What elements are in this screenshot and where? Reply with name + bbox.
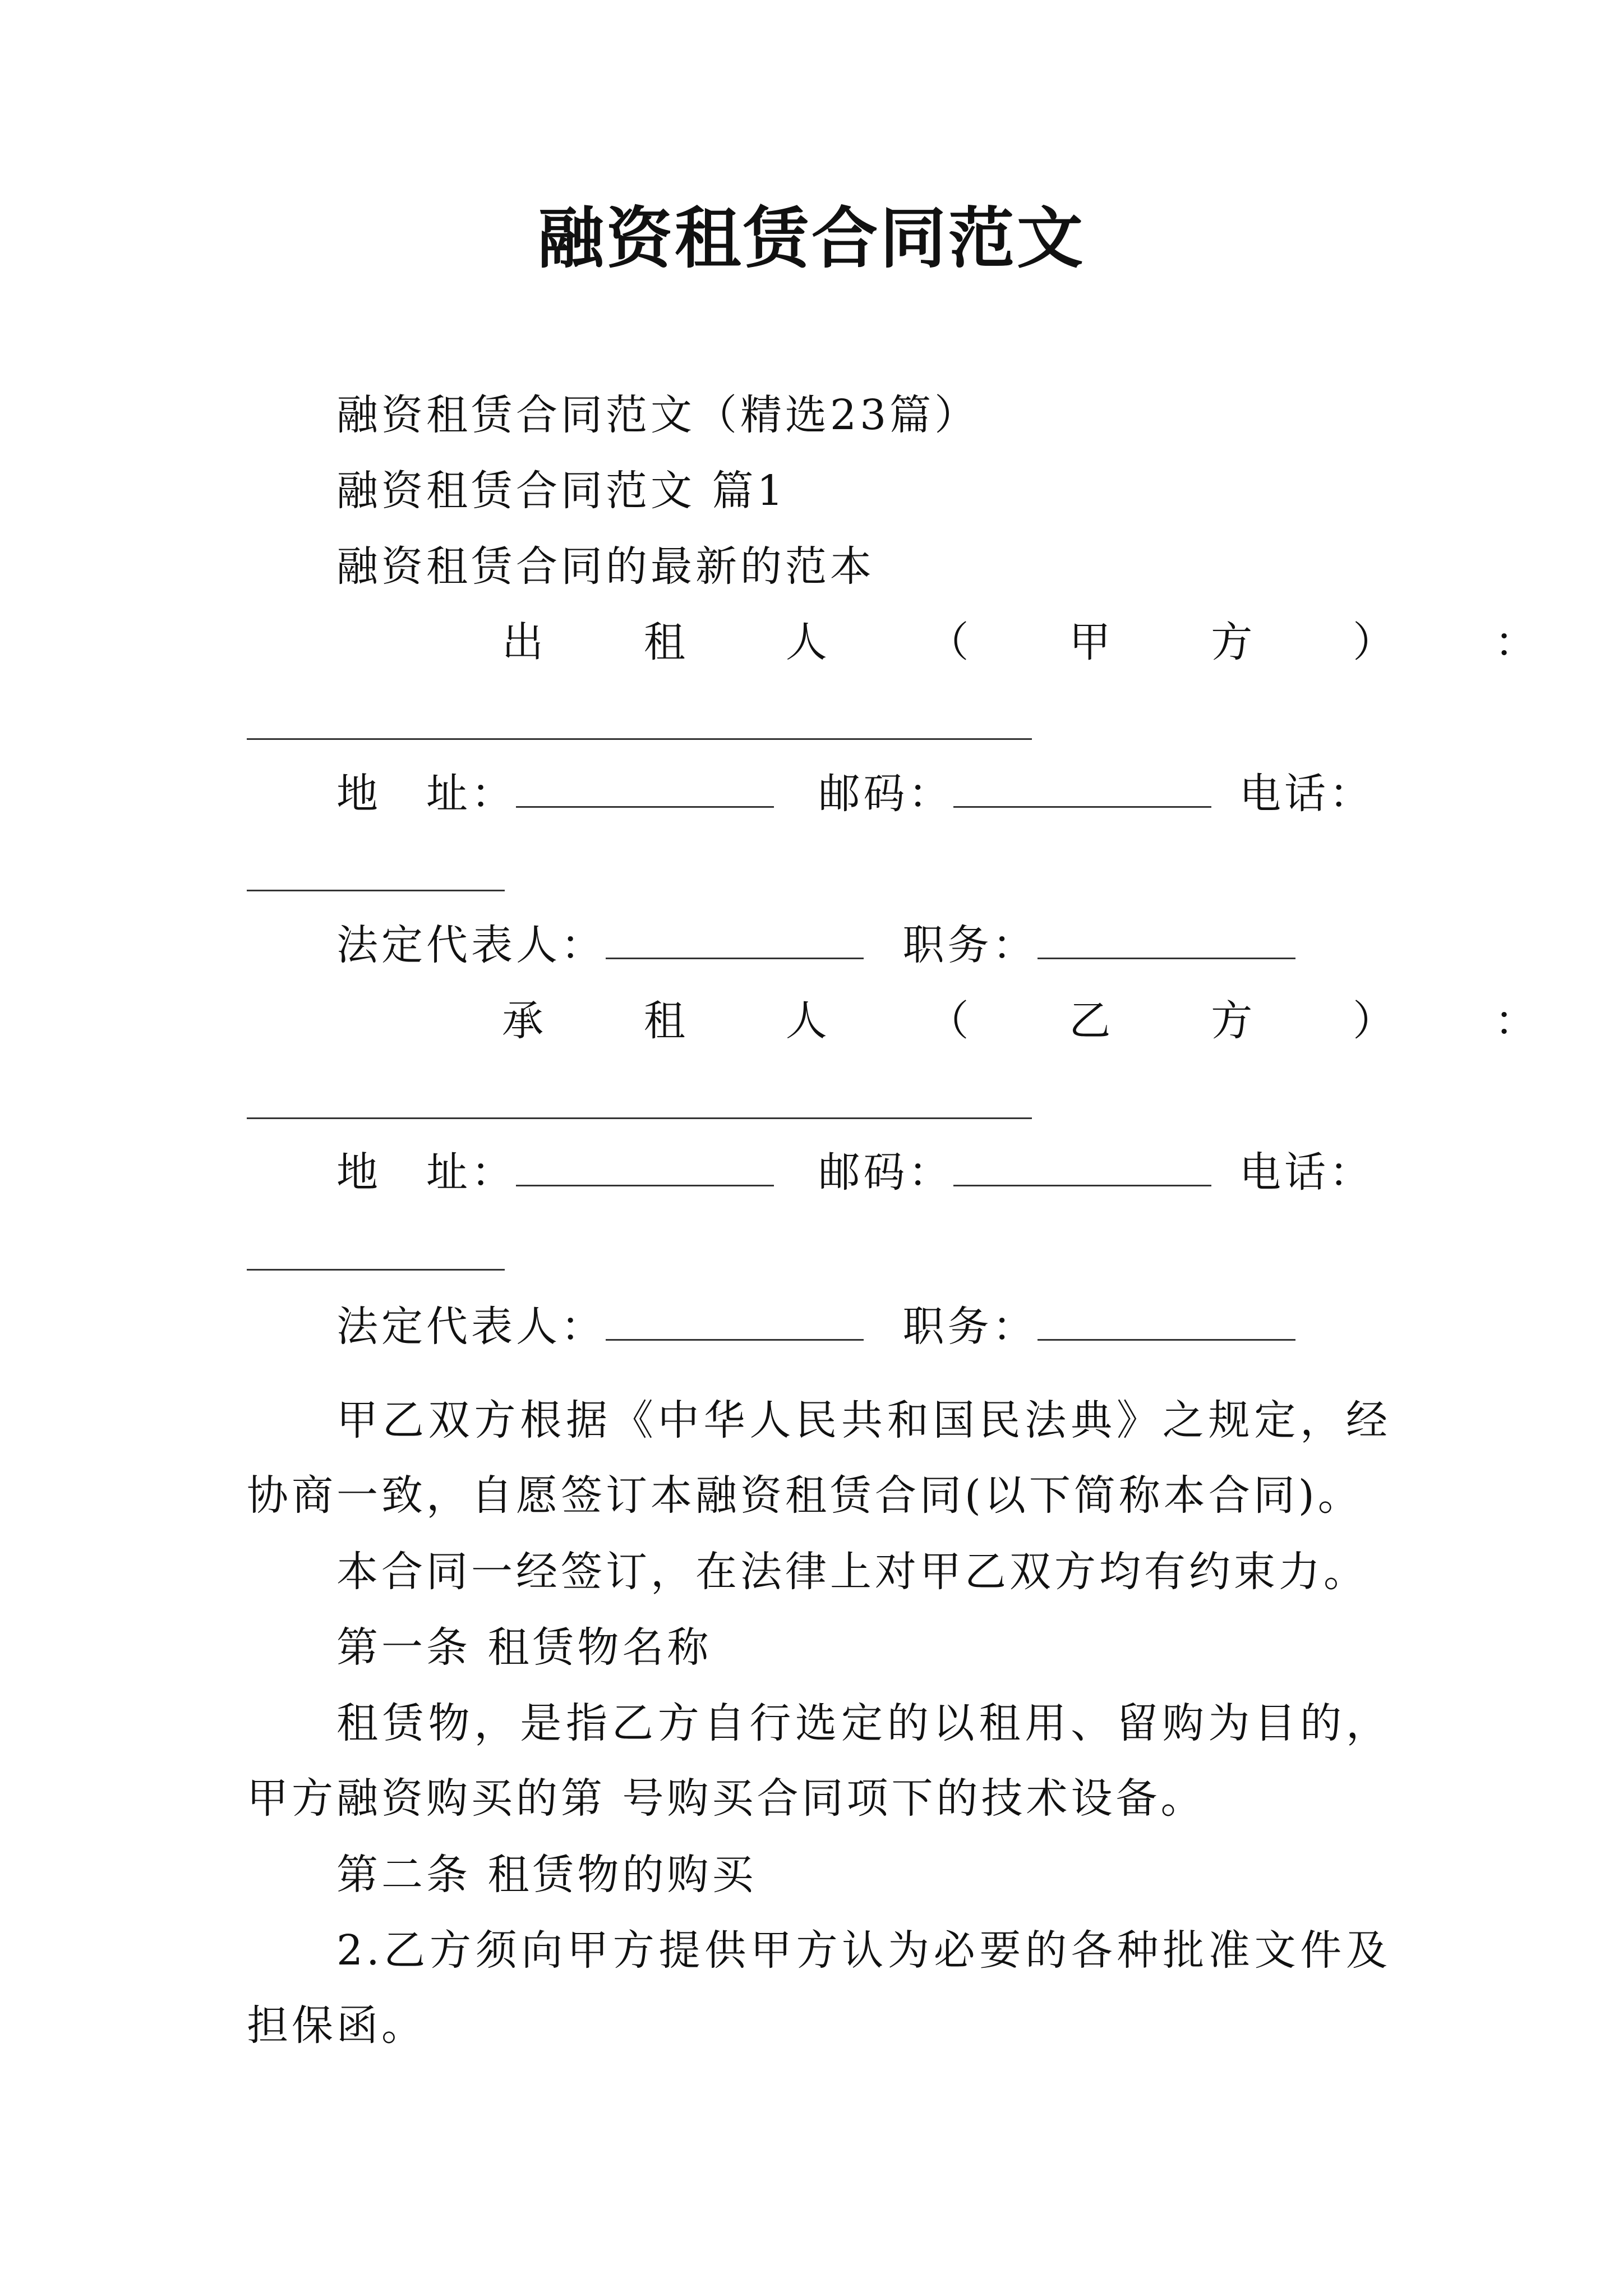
party-a-label (502, 614, 1539, 670)
postcode-label: 邮码： (818, 770, 953, 818)
postcode-label: 邮码： (818, 1148, 953, 1197)
document-subtitle: 融资租赁合同范文（精选23篇） (336, 391, 980, 439)
article-heading: 第二条 租赁物的购买 (336, 1851, 757, 1899)
address-label: 地 址： (336, 1148, 516, 1197)
party-b-char: 人 (785, 997, 831, 1045)
rep-blank (606, 1300, 864, 1341)
party-a-char: ： (1494, 618, 1539, 666)
paragraph: 甲乙双方根据《中华人民共和国民法典》之规定，经协商一致，自愿签订本融资租赁合同(以下简称本合同)。 (247, 1396, 1391, 1520)
rep-label: 法定代表人： (336, 921, 606, 969)
rep-label: 法定代表人： (336, 1303, 606, 1351)
party-b-label (502, 993, 1539, 1049)
job-title-label: 职务： (902, 1303, 1038, 1351)
paragraph: 2.乙方须向甲方提供甲方认为必要的各种批准文件及担保函。 (247, 1926, 1391, 2050)
party-a-char: 方 (1211, 618, 1256, 666)
party-a-char: 出 (502, 618, 547, 666)
party-a-address-row (336, 766, 1211, 822)
party-a-char: ） (1353, 618, 1398, 666)
job-title-label: 职务： (902, 921, 1038, 969)
party-b-char: （ (927, 997, 972, 1045)
party-b-name-blank (247, 1117, 1032, 1119)
postcode-blank (953, 1145, 1211, 1186)
party-b-rep-row (336, 1299, 1295, 1355)
party-a-char: 租 (643, 618, 689, 666)
party-a-char: 甲 (1069, 618, 1114, 666)
party-b-char: 乙 (1069, 997, 1114, 1045)
postcode-blank (953, 767, 1211, 808)
job-title-blank (1038, 1300, 1295, 1341)
contract-heading: 融资租赁合同的最新的范本 (336, 542, 875, 591)
party-b-phone-blank (247, 1269, 505, 1271)
party-a-char: （ (927, 618, 972, 666)
party-b-address-row (336, 1144, 1211, 1200)
address-label: 地 址： (336, 770, 516, 818)
paragraph: 本合同一经签订，在法律上对甲乙双方均有约束力。 (336, 1548, 1368, 1596)
party-b-char: ） (1353, 997, 1398, 1045)
job-title-blank (1038, 918, 1295, 959)
chapter-heading: 融资租赁合同范文 篇1 (336, 467, 787, 515)
rep-blank (606, 918, 864, 959)
party-a-phone-blank (247, 890, 505, 891)
address-blank (516, 1145, 774, 1186)
paragraph: 租赁物，是指乙方自行选定的以租用、留购为目的，甲方融资购买的第 号购买合同项下的技术设备。 (247, 1699, 1391, 1823)
party-a-rep-row (336, 917, 1295, 973)
party-b-char: 承 (502, 997, 547, 1045)
party-b-phone-label: 电话： (1239, 1148, 1374, 1197)
party-a-phone-label: 电话： (1239, 770, 1374, 818)
party-a-name-blank (247, 738, 1032, 740)
article-heading: 第一条 租赁物名称 (336, 1623, 712, 1672)
party-b-char: ： (1494, 997, 1539, 1045)
document-title: 融资租赁合同范文 (537, 199, 1085, 277)
party-a-char: 人 (785, 618, 831, 666)
address-blank (516, 767, 774, 808)
party-b-char: 租 (643, 997, 689, 1045)
party-b-char: 方 (1211, 997, 1256, 1045)
